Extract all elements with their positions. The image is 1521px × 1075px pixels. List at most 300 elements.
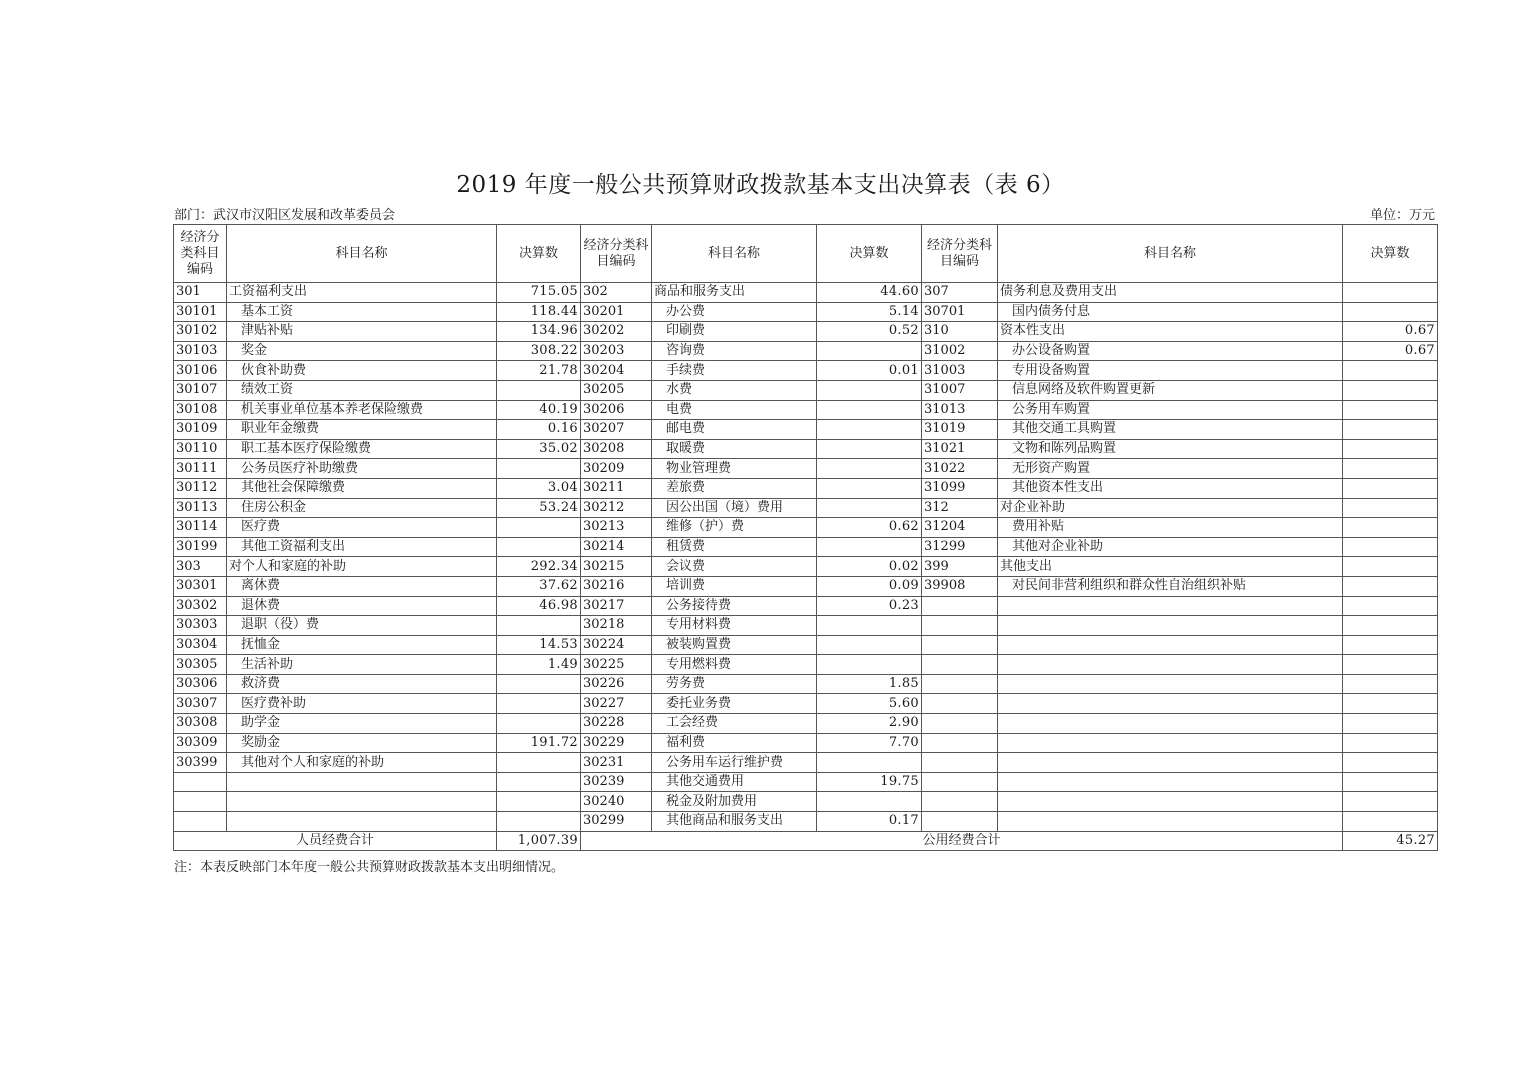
name-cell-3 — [998, 674, 1343, 694]
name-cell-2: 维修（护）费 — [652, 518, 817, 538]
code-cell-3: 31003 — [922, 361, 998, 381]
amount-cell-1: 1.49 — [497, 655, 581, 675]
name-cell-2: 福利费 — [652, 733, 817, 753]
code-cell-1 — [174, 772, 227, 792]
code-cell-1: 30101 — [174, 302, 227, 322]
name-cell-3 — [998, 792, 1343, 812]
name-cell-3: 资本性支出 — [998, 322, 1343, 342]
table-row — [174, 674, 1438, 694]
name-cell-2: 会议费 — [652, 557, 817, 577]
name-cell-1: 伙食补助费 — [227, 361, 497, 381]
name-cell-1: 退职（役）费 — [227, 616, 497, 636]
name-cell-1: 机关事业单位基本养老保险缴费 — [227, 400, 497, 420]
name-cell-2: 专用材料费 — [652, 616, 817, 636]
amount-cell-1: 35.02 — [497, 439, 581, 459]
name-cell-3: 专用设备购置 — [998, 361, 1343, 381]
code-cell-1: 30302 — [174, 596, 227, 616]
code-cell-1: 30303 — [174, 616, 227, 636]
name-cell-3 — [998, 733, 1343, 753]
code-cell-3: 39908 — [922, 576, 998, 596]
name-cell-3: 其他对企业补助 — [998, 537, 1343, 557]
name-cell-2: 印刷费 — [652, 322, 817, 342]
code-cell-3: 31019 — [922, 420, 998, 440]
name-cell-3: 费用补贴 — [998, 518, 1343, 538]
code-cell-1: 30106 — [174, 361, 227, 381]
name-cell-2: 咨询费 — [652, 341, 817, 361]
amount-cell-2: 44.60 — [817, 283, 922, 303]
code-cell-1 — [174, 812, 227, 832]
amount-cell-2: 5.14 — [817, 302, 922, 322]
code-cell-1: 30301 — [174, 576, 227, 596]
code-cell-2: 30209 — [581, 459, 652, 479]
table-row — [174, 596, 1438, 616]
amount-cell-1 — [497, 772, 581, 792]
amount-cell-3 — [1343, 380, 1438, 400]
code-cell-3 — [922, 635, 998, 655]
code-cell-3: 31099 — [922, 478, 998, 498]
amount-cell-2 — [817, 478, 922, 498]
amount-cell-3 — [1343, 772, 1438, 792]
amount-cell-2 — [817, 459, 922, 479]
code-cell-3: 31022 — [922, 459, 998, 479]
unit-label: 单位：万元 — [1369, 208, 1435, 223]
code-cell-1: 30113 — [174, 498, 227, 518]
amount-cell-3 — [1343, 812, 1438, 832]
code-cell-2: 30240 — [581, 792, 652, 812]
amount-cell-2 — [817, 537, 922, 557]
code-cell-2: 30212 — [581, 498, 652, 518]
table-row — [174, 302, 1438, 322]
code-cell-1: 30308 — [174, 714, 227, 734]
amount-cell-1 — [497, 616, 581, 636]
code-cell-2: 30213 — [581, 518, 652, 538]
code-cell-1: 30114 — [174, 518, 227, 538]
code-cell-2: 30216 — [581, 576, 652, 596]
amount-cell-1 — [497, 459, 581, 479]
amount-cell-2 — [817, 380, 922, 400]
amount-cell-3 — [1343, 596, 1438, 616]
name-cell-1: 医疗费补助 — [227, 694, 497, 714]
name-cell-2: 培训费 — [652, 576, 817, 596]
table-row — [174, 753, 1438, 773]
name-cell-1 — [227, 772, 497, 792]
code-cell-1: 30306 — [174, 674, 227, 694]
code-cell-1: 30199 — [174, 537, 227, 557]
name-cell-2: 专用燃料费 — [652, 655, 817, 675]
name-cell-1 — [227, 812, 497, 832]
amount-cell-2 — [817, 616, 922, 636]
code-cell-2: 30215 — [581, 557, 652, 577]
code-cell-2: 30202 — [581, 322, 652, 342]
table-row — [174, 557, 1438, 577]
code-cell-3 — [922, 772, 998, 792]
header-amount-2: 决算数 — [817, 225, 922, 283]
header-amount-3: 决算数 — [1343, 225, 1438, 283]
code-cell-2: 30214 — [581, 537, 652, 557]
amount-cell-1: 191.72 — [497, 733, 581, 753]
name-cell-3: 其他资本性支出 — [998, 478, 1343, 498]
code-cell-3 — [922, 812, 998, 832]
table-row — [174, 380, 1438, 400]
name-cell-3: 公务用车购置 — [998, 400, 1343, 420]
amount-cell-3 — [1343, 753, 1438, 773]
code-cell-2: 30207 — [581, 420, 652, 440]
amount-cell-1: 134.96 — [497, 322, 581, 342]
amount-cell-1: 118.44 — [497, 302, 581, 322]
code-cell-2: 30203 — [581, 341, 652, 361]
code-cell-2: 30217 — [581, 596, 652, 616]
name-cell-2: 商品和服务支出 — [652, 283, 817, 303]
code-cell-3 — [922, 616, 998, 636]
amount-cell-1 — [497, 537, 581, 557]
amount-cell-3 — [1343, 420, 1438, 440]
code-cell-1: 30305 — [174, 655, 227, 675]
name-cell-1: 对个人和家庭的补助 — [227, 557, 497, 577]
amount-cell-3 — [1343, 459, 1438, 479]
table-header-row — [174, 225, 1438, 283]
name-cell-1: 公务员医疗补助缴费 — [227, 459, 497, 479]
code-cell-1: 30309 — [174, 733, 227, 753]
name-cell-1: 其他工资福利支出 — [227, 537, 497, 557]
code-cell-2: 30224 — [581, 635, 652, 655]
amount-cell-3: 0.67 — [1343, 322, 1438, 342]
name-cell-3: 办公设备购置 — [998, 341, 1343, 361]
amount-cell-3 — [1343, 694, 1438, 714]
amount-cell-1: 3.04 — [497, 478, 581, 498]
code-cell-3: 312 — [922, 498, 998, 518]
amount-cell-1 — [497, 753, 581, 773]
code-cell-3: 307 — [922, 283, 998, 303]
name-cell-1: 津贴补贴 — [227, 322, 497, 342]
name-cell-3 — [998, 655, 1343, 675]
table-row — [174, 792, 1438, 812]
code-cell-1: 30107 — [174, 380, 227, 400]
name-cell-2: 办公费 — [652, 302, 817, 322]
amount-cell-3 — [1343, 576, 1438, 596]
amount-cell-2 — [817, 753, 922, 773]
header-code-3: 经济分类科目编码 — [922, 225, 998, 283]
code-cell-3 — [922, 792, 998, 812]
table-row — [174, 537, 1438, 557]
name-cell-2: 公务用车运行维护费 — [652, 753, 817, 773]
amount-cell-3 — [1343, 302, 1438, 322]
header-name-1: 科目名称 — [227, 225, 497, 283]
amount-cell-2: 0.01 — [817, 361, 922, 381]
code-cell-3 — [922, 694, 998, 714]
amount-cell-3 — [1343, 557, 1438, 577]
code-cell-1: 30307 — [174, 694, 227, 714]
code-cell-1: 30304 — [174, 635, 227, 655]
personnel-total-label: 人员经费合计 — [174, 831, 497, 851]
name-cell-2: 电费 — [652, 400, 817, 420]
table-row — [174, 733, 1438, 753]
code-cell-3: 30701 — [922, 302, 998, 322]
amount-cell-3 — [1343, 655, 1438, 675]
amount-cell-3 — [1343, 361, 1438, 381]
amount-cell-1: 0.16 — [497, 420, 581, 440]
name-cell-1: 助学金 — [227, 714, 497, 734]
name-cell-1: 奖励金 — [227, 733, 497, 753]
amount-cell-2 — [817, 400, 922, 420]
code-cell-3 — [922, 733, 998, 753]
name-cell-2: 税金及附加费用 — [652, 792, 817, 812]
code-cell-2: 30239 — [581, 772, 652, 792]
name-cell-3: 对民间非营利组织和群众性自治组织补贴 — [998, 576, 1343, 596]
amount-cell-3 — [1343, 439, 1438, 459]
code-cell-1 — [174, 792, 227, 812]
code-cell-1: 30109 — [174, 420, 227, 440]
code-cell-1: 30110 — [174, 439, 227, 459]
amount-cell-1 — [497, 792, 581, 812]
name-cell-1: 生活补助 — [227, 655, 497, 675]
amount-cell-2: 0.62 — [817, 518, 922, 538]
name-cell-2: 公务接待费 — [652, 596, 817, 616]
name-cell-3: 文物和陈列品购置 — [998, 439, 1343, 459]
amount-cell-1: 715.05 — [497, 283, 581, 303]
name-cell-1: 工资福利支出 — [227, 283, 497, 303]
name-cell-2: 邮电费 — [652, 420, 817, 440]
code-cell-1: 30399 — [174, 753, 227, 773]
amount-cell-2 — [817, 635, 922, 655]
page-title: 2019 年度一般公共预算财政拨款基本支出决算表（表 6） — [456, 172, 1065, 198]
name-cell-3: 无形资产购置 — [998, 459, 1343, 479]
code-cell-1: 301 — [174, 283, 227, 303]
code-cell-2: 30231 — [581, 753, 652, 773]
name-cell-2: 差旅费 — [652, 478, 817, 498]
totals-row — [174, 831, 1438, 851]
code-cell-2: 30201 — [581, 302, 652, 322]
name-cell-2: 手续费 — [652, 361, 817, 381]
amount-cell-2: 2.90 — [817, 714, 922, 734]
amount-cell-1 — [497, 674, 581, 694]
public-total-value: 45.27 — [1343, 831, 1438, 851]
code-cell-3: 31204 — [922, 518, 998, 538]
table-row — [174, 812, 1438, 832]
amount-cell-3 — [1343, 400, 1438, 420]
name-cell-2: 其他交通费用 — [652, 772, 817, 792]
amount-cell-3 — [1343, 498, 1438, 518]
table-row — [174, 655, 1438, 675]
header-name-2: 科目名称 — [652, 225, 817, 283]
name-cell-1: 绩效工资 — [227, 380, 497, 400]
name-cell-3 — [998, 772, 1343, 792]
amount-cell-2: 0.09 — [817, 576, 922, 596]
table-row — [174, 498, 1438, 518]
table-row — [174, 361, 1438, 381]
amount-cell-1 — [497, 694, 581, 714]
code-cell-2: 30208 — [581, 439, 652, 459]
code-cell-3: 310 — [922, 322, 998, 342]
code-cell-3: 31021 — [922, 439, 998, 459]
code-cell-2: 30229 — [581, 733, 652, 753]
code-cell-2: 30225 — [581, 655, 652, 675]
code-cell-1: 30111 — [174, 459, 227, 479]
name-cell-2: 水费 — [652, 380, 817, 400]
amount-cell-2 — [817, 439, 922, 459]
code-cell-3: 31013 — [922, 400, 998, 420]
amount-cell-1: 308.22 — [497, 341, 581, 361]
table-note: 注：本表反映部门本年度一般公共预算财政拨款基本支出明细情况。 — [174, 860, 565, 875]
amount-cell-3 — [1343, 537, 1438, 557]
amount-cell-1: 40.19 — [497, 400, 581, 420]
amount-cell-1: 21.78 — [497, 361, 581, 381]
amount-cell-1: 14.53 — [497, 635, 581, 655]
name-cell-3 — [998, 616, 1343, 636]
amount-cell-3 — [1343, 478, 1438, 498]
name-cell-1: 抚恤金 — [227, 635, 497, 655]
code-cell-1: 30103 — [174, 341, 227, 361]
name-cell-1: 基本工资 — [227, 302, 497, 322]
header-code-2: 经济分类科目编码 — [581, 225, 652, 283]
table-row — [174, 478, 1438, 498]
public-total-label: 公用经费合计 — [581, 831, 1343, 851]
amount-cell-2: 1.85 — [817, 674, 922, 694]
amount-cell-3: 0.67 — [1343, 341, 1438, 361]
name-cell-1: 职业年金缴费 — [227, 420, 497, 440]
table-body — [174, 283, 1438, 832]
name-cell-1: 奖金 — [227, 341, 497, 361]
amount-cell-2: 0.52 — [817, 322, 922, 342]
table-row — [174, 400, 1438, 420]
code-cell-2: 30299 — [581, 812, 652, 832]
amount-cell-1: 53.24 — [497, 498, 581, 518]
amount-cell-3 — [1343, 714, 1438, 734]
name-cell-3 — [998, 694, 1343, 714]
amount-cell-2 — [817, 420, 922, 440]
amount-cell-3 — [1343, 792, 1438, 812]
table-row — [174, 283, 1438, 303]
name-cell-1: 其他对个人和家庭的补助 — [227, 753, 497, 773]
amount-cell-2 — [817, 655, 922, 675]
name-cell-1: 离休费 — [227, 576, 497, 596]
name-cell-3 — [998, 635, 1343, 655]
table-row — [174, 322, 1438, 342]
code-cell-2: 30228 — [581, 714, 652, 734]
name-cell-3 — [998, 596, 1343, 616]
name-cell-2: 被装购置费 — [652, 635, 817, 655]
code-cell-2: 30204 — [581, 361, 652, 381]
code-cell-3 — [922, 674, 998, 694]
code-cell-3 — [922, 753, 998, 773]
code-cell-3: 31299 — [922, 537, 998, 557]
table-row — [174, 439, 1438, 459]
name-cell-2: 取暖费 — [652, 439, 817, 459]
name-cell-3: 对企业补助 — [998, 498, 1343, 518]
code-cell-2: 30218 — [581, 616, 652, 636]
code-cell-1: 303 — [174, 557, 227, 577]
code-cell-3 — [922, 714, 998, 734]
amount-cell-2: 19.75 — [817, 772, 922, 792]
name-cell-3 — [998, 812, 1343, 832]
table-row — [174, 694, 1438, 714]
name-cell-3: 其他支出 — [998, 557, 1343, 577]
name-cell-3: 债务利息及费用支出 — [998, 283, 1343, 303]
name-cell-2: 因公出国（境）费用 — [652, 498, 817, 518]
expenditure-table — [173, 224, 1438, 851]
amount-cell-2 — [817, 792, 922, 812]
name-cell-2: 租赁费 — [652, 537, 817, 557]
amount-cell-3 — [1343, 674, 1438, 694]
table-row — [174, 616, 1438, 636]
amount-cell-1 — [497, 812, 581, 832]
amount-cell-2 — [817, 498, 922, 518]
table-row — [174, 420, 1438, 440]
table-row — [174, 714, 1438, 734]
amount-cell-2: 0.17 — [817, 812, 922, 832]
code-cell-3 — [922, 655, 998, 675]
name-cell-3: 其他交通工具购置 — [998, 420, 1343, 440]
name-cell-3: 信息网络及软件购置更新 — [998, 380, 1343, 400]
code-cell-2: 30205 — [581, 380, 652, 400]
amount-cell-3 — [1343, 518, 1438, 538]
name-cell-2: 物业管理费 — [652, 459, 817, 479]
table-row — [174, 459, 1438, 479]
header-code-1: 经济分类科目编码 — [174, 225, 227, 283]
amount-cell-2 — [817, 341, 922, 361]
amount-cell-2: 5.60 — [817, 694, 922, 714]
code-cell-2: 302 — [581, 283, 652, 303]
code-cell-2: 30226 — [581, 674, 652, 694]
header-name-3: 科目名称 — [998, 225, 1343, 283]
name-cell-1: 救济费 — [227, 674, 497, 694]
amount-cell-3 — [1343, 733, 1438, 753]
amount-cell-2: 0.23 — [817, 596, 922, 616]
name-cell-1: 医疗费 — [227, 518, 497, 538]
code-cell-2: 30206 — [581, 400, 652, 420]
amount-cell-3 — [1343, 635, 1438, 655]
code-cell-1: 30112 — [174, 478, 227, 498]
name-cell-1 — [227, 792, 497, 812]
amount-cell-1 — [497, 714, 581, 734]
code-cell-3 — [922, 596, 998, 616]
name-cell-1: 退休费 — [227, 596, 497, 616]
name-cell-1: 其他社会保障缴费 — [227, 478, 497, 498]
amount-cell-3 — [1343, 283, 1438, 303]
amount-cell-1: 46.98 — [497, 596, 581, 616]
code-cell-3: 399 — [922, 557, 998, 577]
code-cell-1: 30108 — [174, 400, 227, 420]
name-cell-1: 住房公积金 — [227, 498, 497, 518]
amount-cell-1 — [497, 518, 581, 538]
amount-cell-2: 7.70 — [817, 733, 922, 753]
table-row — [174, 341, 1438, 361]
code-cell-3: 31007 — [922, 380, 998, 400]
department-label: 部门：武汉市汉阳区发展和改革委员会 — [174, 208, 396, 223]
name-cell-2: 劳务费 — [652, 674, 817, 694]
name-cell-3 — [998, 714, 1343, 734]
header-amount-1: 决算数 — [497, 225, 581, 283]
amount-cell-1: 37.62 — [497, 576, 581, 596]
table-row — [174, 772, 1438, 792]
name-cell-2: 工会经费 — [652, 714, 817, 734]
amount-cell-1: 292.34 — [497, 557, 581, 577]
amount-cell-2: 0.02 — [817, 557, 922, 577]
code-cell-3: 31002 — [922, 341, 998, 361]
code-cell-2: 30211 — [581, 478, 652, 498]
name-cell-3: 国内债务付息 — [998, 302, 1343, 322]
name-cell-2: 其他商品和服务支出 — [652, 812, 817, 832]
table-row — [174, 576, 1438, 596]
code-cell-1: 30102 — [174, 322, 227, 342]
amount-cell-1 — [497, 380, 581, 400]
name-cell-1: 职工基本医疗保险缴费 — [227, 439, 497, 459]
name-cell-3 — [998, 753, 1343, 773]
table-row — [174, 518, 1438, 538]
table-row — [174, 635, 1438, 655]
name-cell-2: 委托业务费 — [652, 694, 817, 714]
amount-cell-3 — [1343, 616, 1438, 636]
personnel-total-value: 1,007.39 — [497, 831, 581, 851]
